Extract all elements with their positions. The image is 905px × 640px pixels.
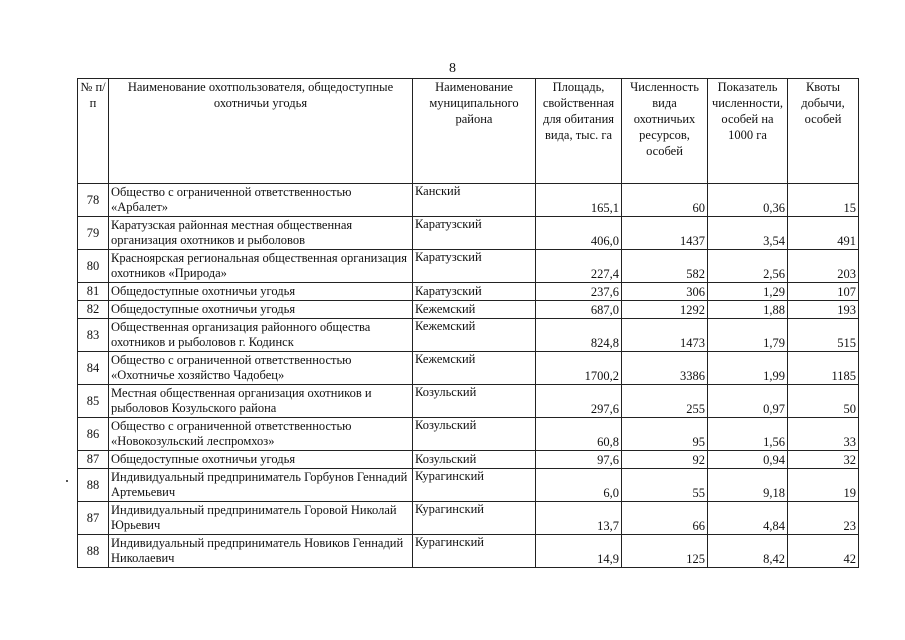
cell-density: 4,84 xyxy=(708,502,788,535)
cell-row-number: 87 xyxy=(78,451,109,469)
header-area: Площадь, свойственная для обитания вида, тыс. га xyxy=(536,79,622,184)
cell-area: 406,0 xyxy=(536,217,622,250)
table-row xyxy=(78,184,859,217)
cell-user-name: Общество с ограниченной ответственностью «Новокозульский леспромхоз» xyxy=(109,418,413,451)
cell-row-number: 84 xyxy=(78,352,109,385)
cell-quota: 491 xyxy=(788,217,859,250)
cell-quota: 19 xyxy=(788,469,859,502)
cell-row-number: 80 xyxy=(78,250,109,283)
cell-quota: 42 xyxy=(788,535,859,568)
cell-population: 582 xyxy=(622,250,708,283)
cell-user-name: Индивидуальный предприниматель Новиков Геннадий Николаевич xyxy=(109,535,413,568)
cell-district: Каратузский xyxy=(413,283,536,301)
cell-population: 255 xyxy=(622,385,708,418)
cell-quota: 23 xyxy=(788,502,859,535)
cell-district: Курагинский xyxy=(413,469,536,502)
cell-row-number: 81 xyxy=(78,283,109,301)
table-row xyxy=(78,385,859,418)
cell-row-number: 87 xyxy=(78,502,109,535)
cell-quota: 193 xyxy=(788,301,859,319)
cell-district: Курагинский xyxy=(413,502,536,535)
cell-density: 1,88 xyxy=(708,301,788,319)
cell-user-name: Общедоступные охотничьи угодья xyxy=(109,301,413,319)
cell-user-name: Красноярская региональная общественная организация охотников «Природа» xyxy=(109,250,413,283)
cell-district: Козульский xyxy=(413,418,536,451)
header-district: Наименование муниципального района xyxy=(413,79,536,184)
table-row xyxy=(78,217,859,250)
cell-quota: 32 xyxy=(788,451,859,469)
cell-area: 14,9 xyxy=(536,535,622,568)
page-number: 8 xyxy=(449,61,456,76)
table-header xyxy=(78,79,859,184)
cell-row-number: 85 xyxy=(78,385,109,418)
cell-user-name: Общедоступные охотничьи угодья xyxy=(109,283,413,301)
cell-area: 6,0 xyxy=(536,469,622,502)
header-number: № п/п xyxy=(78,79,109,184)
table-row xyxy=(78,418,859,451)
table-row xyxy=(78,283,859,301)
cell-quota: 1185 xyxy=(788,352,859,385)
cell-row-number: 88 xyxy=(78,535,109,568)
cell-district: Канский xyxy=(413,184,536,217)
table-row xyxy=(78,451,859,469)
cell-area: 97,6 xyxy=(536,451,622,469)
cell-district: Козульский xyxy=(413,451,536,469)
cell-user-name: Общество с ограниченной ответственностью «Охотничье хозяйство Чадобец» xyxy=(109,352,413,385)
cell-density: 1,79 xyxy=(708,319,788,352)
cell-density: 9,18 xyxy=(708,469,788,502)
cell-user-name: Индивидуальный предприниматель Горбунов Геннадий Артемьевич xyxy=(109,469,413,502)
cell-user-name: Каратузская районная местная общественная организация охотников и рыболовов xyxy=(109,217,413,250)
cell-population: 1292 xyxy=(622,301,708,319)
cell-area: 237,6 xyxy=(536,283,622,301)
cell-area: 60,8 xyxy=(536,418,622,451)
quota-table xyxy=(77,78,859,568)
header-user-name: Наименование охотпользователя, общедоступные охотничьи угодья xyxy=(109,79,413,184)
cell-area: 1700,2 xyxy=(536,352,622,385)
cell-area: 297,6 xyxy=(536,385,622,418)
cell-density: 1,29 xyxy=(708,283,788,301)
cell-user-name: Общество с ограниченной ответственностью «Арбалет» xyxy=(109,184,413,217)
cell-user-name: Общественная организация районного общества охотников и рыболовов г. Кодинск xyxy=(109,319,413,352)
cell-population: 95 xyxy=(622,418,708,451)
cell-density: 8,42 xyxy=(708,535,788,568)
table-body xyxy=(78,184,859,568)
cell-population: 1473 xyxy=(622,319,708,352)
cell-density: 0,97 xyxy=(708,385,788,418)
cell-area: 165,1 xyxy=(536,184,622,217)
cell-quota: 15 xyxy=(788,184,859,217)
cell-row-number: 78 xyxy=(78,184,109,217)
cell-district: Кежемский xyxy=(413,352,536,385)
cell-quota: 33 xyxy=(788,418,859,451)
cell-user-name: Общедоступные охотничьи угодья xyxy=(109,451,413,469)
cell-district: Каратузский xyxy=(413,250,536,283)
table-row xyxy=(78,469,859,502)
cell-district: Каратузский xyxy=(413,217,536,250)
cell-row-number: 82 xyxy=(78,301,109,319)
cell-population: 1437 xyxy=(622,217,708,250)
cell-density: 3,54 xyxy=(708,217,788,250)
cell-quota: 515 xyxy=(788,319,859,352)
table-row xyxy=(78,502,859,535)
cell-population: 3386 xyxy=(622,352,708,385)
header-quota: Квоты добычи, особей xyxy=(788,79,859,184)
header-population: Численность вида охотничьих ресурсов, особей xyxy=(622,79,708,184)
cell-population: 60 xyxy=(622,184,708,217)
table-row xyxy=(78,319,859,352)
scan-speck xyxy=(66,480,68,482)
cell-district: Кежемский xyxy=(413,301,536,319)
cell-quota: 107 xyxy=(788,283,859,301)
table-row xyxy=(78,352,859,385)
table-row xyxy=(78,535,859,568)
cell-population: 92 xyxy=(622,451,708,469)
cell-density: 1,99 xyxy=(708,352,788,385)
cell-area: 13,7 xyxy=(536,502,622,535)
table-row xyxy=(78,250,859,283)
cell-district: Курагинский xyxy=(413,535,536,568)
cell-row-number: 88 xyxy=(78,469,109,502)
cell-density: 0,94 xyxy=(708,451,788,469)
cell-population: 55 xyxy=(622,469,708,502)
cell-density: 1,56 xyxy=(708,418,788,451)
cell-density: 2,56 xyxy=(708,250,788,283)
cell-area: 687,0 xyxy=(536,301,622,319)
cell-area: 824,8 xyxy=(536,319,622,352)
cell-area: 227,4 xyxy=(536,250,622,283)
cell-quota: 50 xyxy=(788,385,859,418)
cell-row-number: 79 xyxy=(78,217,109,250)
cell-district: Козульский xyxy=(413,385,536,418)
cell-user-name: Индивидуальный предприниматель Горовой Николай Юрьевич xyxy=(109,502,413,535)
cell-user-name: Местная общественная организация охотников и рыболовов Козульского района xyxy=(109,385,413,418)
cell-row-number: 83 xyxy=(78,319,109,352)
cell-population: 66 xyxy=(622,502,708,535)
cell-population: 125 xyxy=(622,535,708,568)
table-row xyxy=(78,301,859,319)
cell-quota: 203 xyxy=(788,250,859,283)
cell-population: 306 xyxy=(622,283,708,301)
cell-density: 0,36 xyxy=(708,184,788,217)
cell-district: Кежемский xyxy=(413,319,536,352)
header-density: Показатель численности, особей на 1000 га xyxy=(708,79,788,184)
cell-row-number: 86 xyxy=(78,418,109,451)
